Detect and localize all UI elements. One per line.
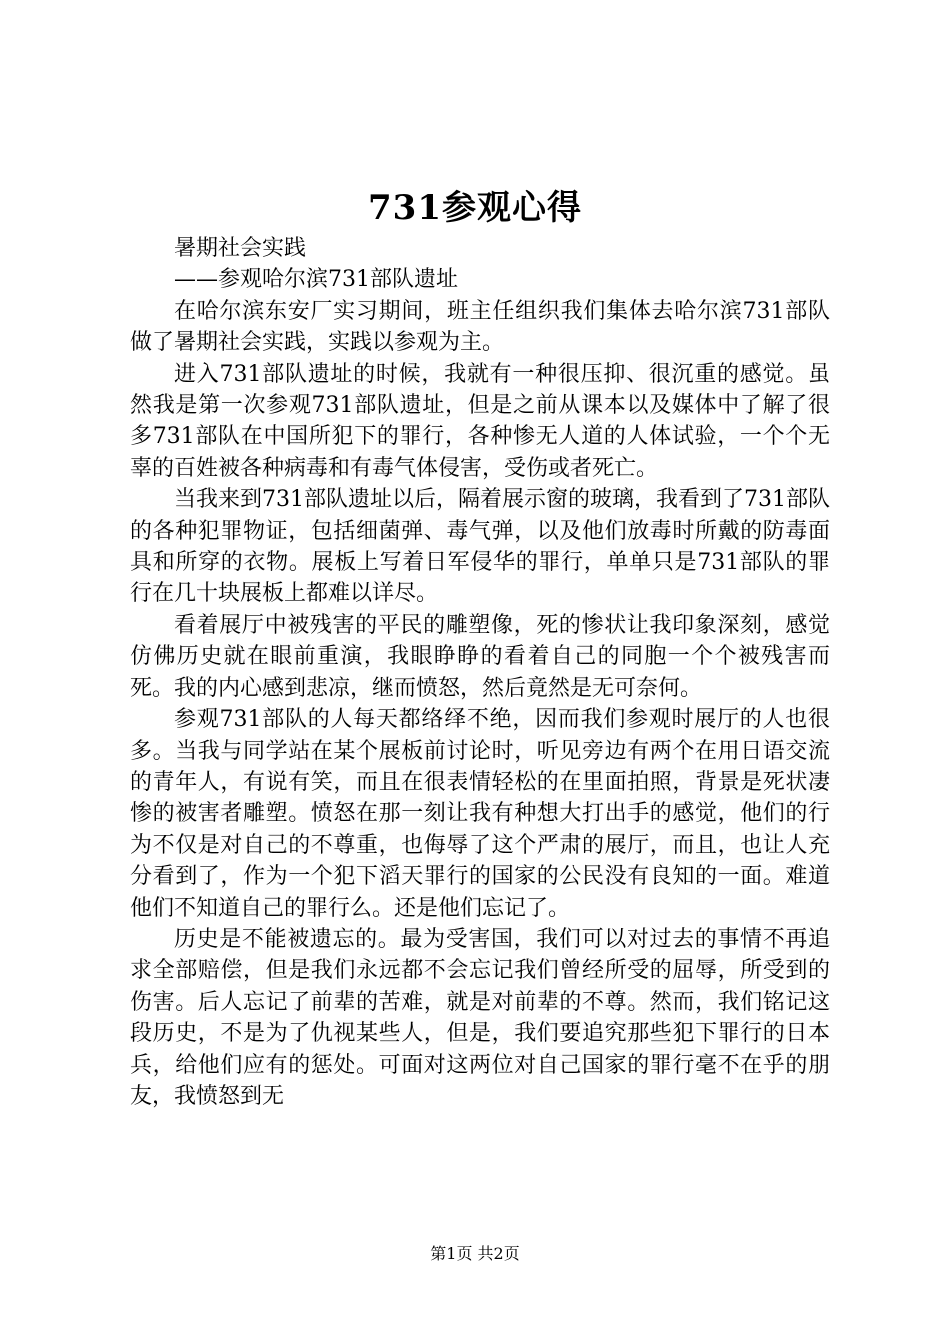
subtitle-line: 暑期社会实践 [174, 236, 307, 261]
body-paragraph: 参观731部队的人每天都络绎不绝，因而我们参观时展厅的人也很多。当我与同学站在某个展板前讨论时，听见旁边有两个在用日语交流的青年人，有说有笑，而且在很表情轻松的在里面拍照，背景是死状凄惨的被害者雕塑。愤怒在那一刻让我有种想大打出手的感觉，他们的行为不仅是对自己的不尊重，也侮辱了这个严肃的展厅，而且，也让人充分看到了，作为一个犯下滔天罪行的国家的公民没有良知的一面。难道他们不知道自己的罪行么。还是他们忘记了。 [130, 707, 830, 921]
document-title: 731参观心得 [368, 188, 582, 228]
document-body [130, 233, 830, 1112]
body-paragraph: 进入731部队遗址的时候，我就有一种很压抑、很沉重的感觉。虽然我是第一次参观731部队遗址，但是之前从课本以及媒体中了解了很多731部队在中国所犯下的罪行，各种惨无人道的人体试验，一个个无辜的百姓被各种病毒和有毒气体侵害，受伤或者死亡。 [130, 361, 830, 481]
body-paragraph: 看着展厅中被残害的平民的雕塑像，死的惨状让我印象深刻，感觉仿佛历史就在眼前重演，我眼睁睁的看着自己的同胞一个个被残害而死。我的内心感到悲凉，继而愤怒，然后竟然是无可奈何。 [130, 612, 830, 701]
body-paragraph: 当我来到731部队遗址以后，隔着展示窗的玻璃，我看到了731部队的各种犯罪物证，包括细菌弹、毒气弹，以及他们放毒时所戴的防毒面具和所穿的衣物。展板上写着日军侵华的罪行，单单只是731部队的罪行在几十块展板上都难以详尽。 [130, 487, 830, 607]
body-paragraph: 历史是不能被遗忘的。最为受害国，我们可以对过去的事情不再追求全部赔偿，但是我们永远都不会忘记我们曾经所受的屈辱，所受到的伤害。后人忘记了前辈的苦难，就是对前辈的不尊。然而，我们铭记这段历史，不是为了仇视某些人，但是，我们要追究那些犯下罪行的日本兵，给他们应有的惩处。可面对这两位对自己国家的罪行毫不在乎的朋友，我愤怒到无 [130, 926, 830, 1109]
subtitle-subline: ——参观哈尔滨731部队遗址 [174, 267, 458, 293]
body-paragraph: 在哈尔滨东安厂实习期间，班主任组织我们集体去哈尔滨731部队做了暑期社会实践，实践以参观为主。 [130, 298, 830, 356]
page-footer: 第1页 共2页 [430, 1244, 520, 1263]
